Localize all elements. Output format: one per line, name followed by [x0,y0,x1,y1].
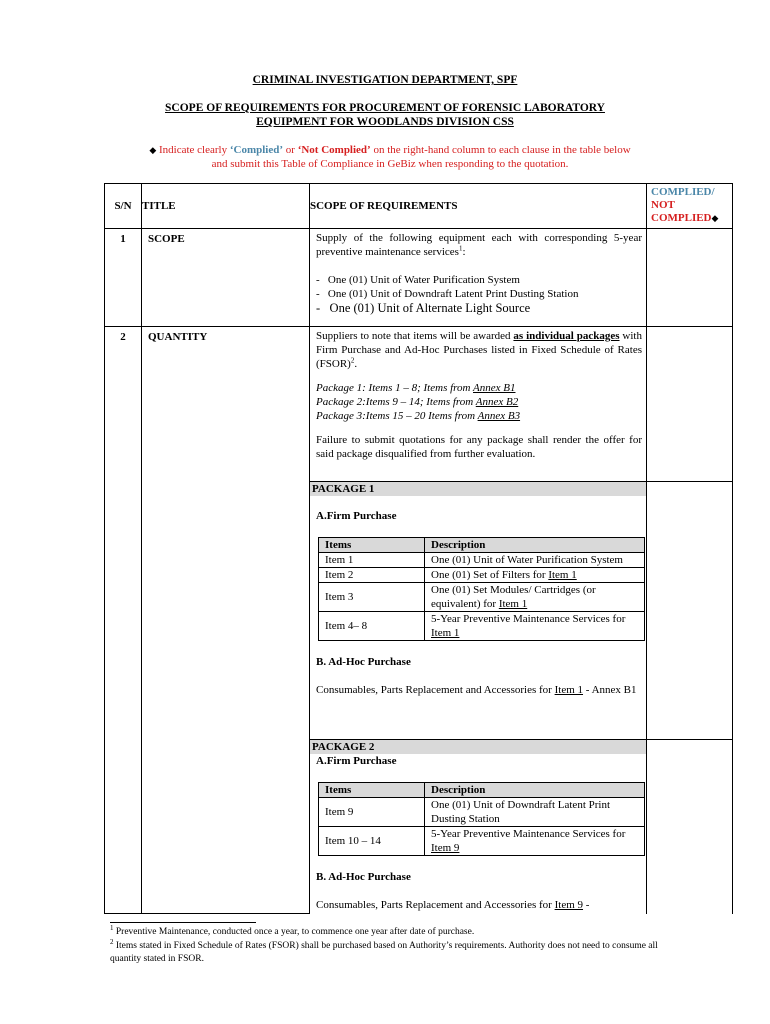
package2-firm-heading: A.Firm Purchase [316,755,397,767]
package1-adhoc-heading: B. Ad-Hoc Purchase [316,656,411,668]
package1-heading: PACKAGE 1 [310,482,646,496]
package-line: Package 1: Items 1 – 8; Items from Annex B1 [316,382,516,394]
header-scope: SCOPE OF REQUIREMENTS [310,184,647,229]
table-row: Item 4– 8 5-Year Preventive Maintenance Services for Item 1 [319,612,645,641]
annex-b2-link[interactable]: Annex B2 [475,396,519,408]
list-item: - One (01) Unit of Alternate Light Source [316,301,531,315]
table-row [105,327,733,482]
compliance-table [104,183,733,914]
header-sn: S/N [105,184,142,229]
diamond-icon: ◆ [149,145,157,155]
row1-compliance-cell[interactable] [647,229,733,327]
list-item: - One (01) Unit of Downdraft Latent Print Dusting Station [316,288,579,300]
header-title: TITLE [142,184,310,229]
table-row [105,229,733,327]
table-header-row [105,184,733,229]
package2-compliance-cell[interactable] [647,740,733,914]
package1-section [310,482,647,740]
table-row: Item 2 One (01) Set of Filters for Item 1 [319,568,645,583]
row2-scope: Suppliers to note that items will be awarded as individual packages with Firm Purchase and Ad-Hoc Purchases listed in Fixed Schedule of Rates (FSOR)$^2$. Package 1: Items 1 – 8; Items from Annex B1 Package 2:Items 9 – 14; Items from Annex B2 Package 3:Items 15 – 20 Items from Annex B3 Failure to submit quotations for any package shall render the offer for said package disqualified from further evaluation. [310,327,647,482]
table-header-row: Items Description [319,783,645,798]
row1-scope: Supply of the following equipment each with corresponding 5-year preventive maintenance services$^1$: - One (01) Unit of Water Purification System - One (01) Unit of Downdraft Latent Print Dusting Station - One (01) Unit of Alternate Light Source [310,229,647,327]
table-row: Item 9 One (01) Unit of Downdraft Latent Print Dusting Station [319,798,645,827]
row2-sn: 2 [105,327,142,914]
table-row: Item 3 One (01) Set Modules/ Cartridges (or equivalent) for Item 1 [319,583,645,612]
footnote-1: $^1$ Preventive Maintenance, conducted once a year, to commence one year after date of purchase. [110,923,475,937]
row2-compliance-cell[interactable] [647,327,733,482]
package-line: Package 3:Items 15 – 20 Items from Annex B3 [316,410,521,422]
diamond-icon: ◆ [711,213,719,223]
footnote-2: $^2$ Items stated in Fixed Schedule of Rates (FSOR) shall be purchased based on Authority’s requirements. Authority does not need to consume all quantity stated in FSOR. [110,937,658,964]
annex-b3-link[interactable]: Annex B3 [477,410,521,422]
package2-items-table [318,782,645,856]
package2-section [310,740,647,914]
table-row: Item 1 One (01) Unit of Water Purification System [319,553,645,568]
package2-heading: PACKAGE 2 [310,740,646,754]
not-complied-keyword: ‘Not Complied’ [297,144,371,156]
package1-items-table [318,537,645,641]
package-line: Package 2:Items 9 – 14; Items from Annex B2 [316,396,519,408]
table-row: Item 10 – 14 5-Year Preventive Maintenance Services for Item 9 [319,827,645,856]
package1-compliance-cell[interactable] [647,482,733,740]
package1-firm-heading: A.Firm Purchase [316,510,397,522]
disqualification-note: Failure to submit quotations for any package shall render the offer for said package disqualified from further evaluation. [316,434,642,460]
row1-sn: 1 [105,229,142,327]
annex-b1-link[interactable]: Annex B1 [473,382,516,394]
package1-adhoc-text: Consumables, Parts Replacement and Accessories for Item 1 - Annex B1 [316,684,637,696]
complied-keyword: ‘Complied’ [229,144,284,156]
instruction-note: ◆ Indicate clearly ‘Complied’ or ‘Not Complied’ on the right-hand column to each clause in the table below and submit this Table of Compliance in GeBiz when responding to the quotation. [149,144,631,170]
document-title-line2: EQUIPMENT FOR WOODLANDS DIVISION CSS [256,116,514,128]
footnote-divider [110,922,256,923]
department-title: CRIMINAL INVESTIGATION DEPARTMENT, SPF [252,74,518,86]
list-item: - One (01) Unit of Water Purification System [316,274,520,286]
row1-title: SCOPE [142,229,310,327]
package2-adhoc-text: Consumables, Parts Replacement and Accessories for Item 9 - [316,899,590,911]
row2-title: QUANTITY [142,327,310,914]
package2-adhoc-heading: B. Ad-Hoc Purchase [316,871,411,883]
table-header-row: Items Description [319,538,645,553]
header-complied: COMPLIED/ NOT COMPLIED◆ [647,184,733,229]
document-title-line1: SCOPE OF REQUIREMENTS FOR PROCUREMENT OF FORENSIC LABORATORY [165,102,605,114]
